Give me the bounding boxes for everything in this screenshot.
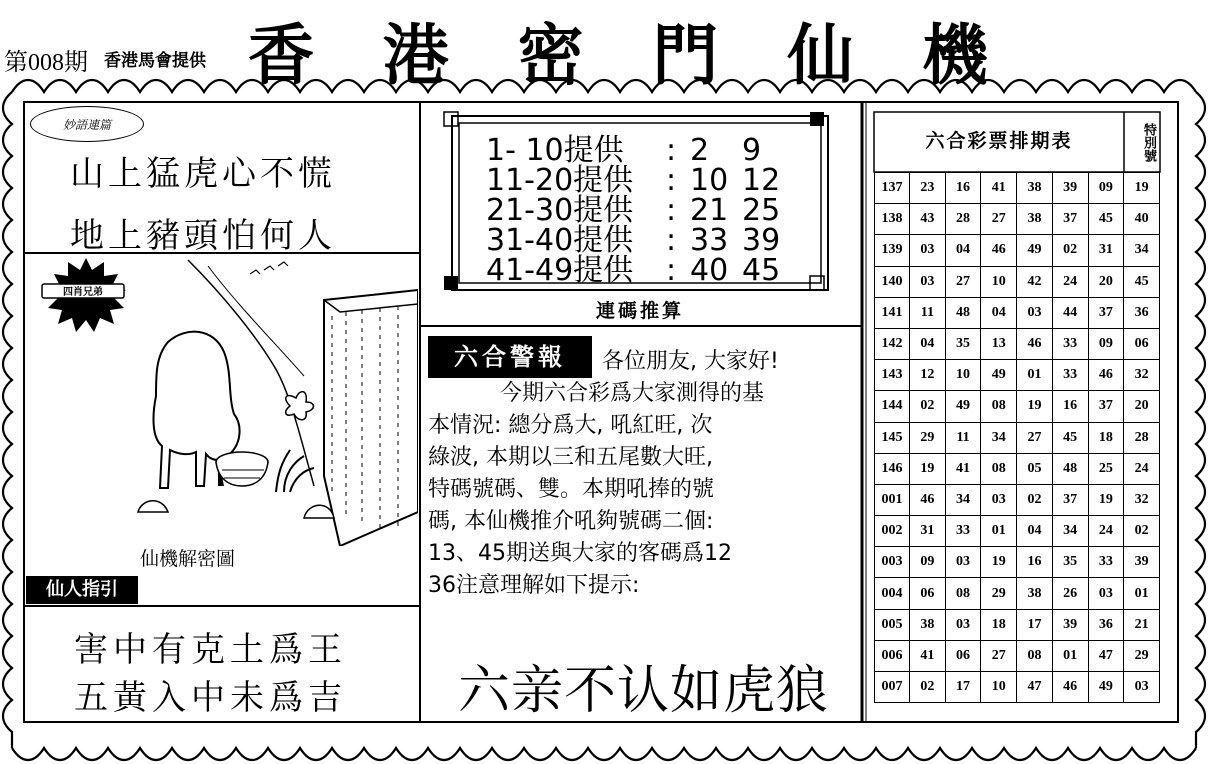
number-cell: 06 <box>945 640 981 671</box>
body-line: 今期六合彩爲大家測得的基 <box>500 381 765 406</box>
range-value-a: 33 <box>690 223 729 258</box>
table-row <box>875 578 1160 609</box>
range-value-b: 9 <box>742 133 762 168</box>
number-cell: 41 <box>910 640 946 671</box>
number-cell: 20 <box>1088 266 1124 297</box>
number-cell: 16 <box>1052 391 1088 422</box>
period-cell: 002 <box>875 516 910 547</box>
number-cell: 48 <box>945 297 981 328</box>
number-cell: 39 <box>1052 173 1088 204</box>
table-row <box>875 266 1160 297</box>
guide-line-2: 五黃入中未爲吉 <box>74 678 347 718</box>
number-cell: 03 <box>910 235 946 266</box>
number-cell: 37 <box>1052 484 1088 515</box>
number-cell: 32 <box>1124 484 1160 515</box>
number-cell: 09 <box>1088 328 1124 359</box>
number-cell: 33 <box>1052 360 1088 391</box>
number-cell: 26 <box>1052 578 1088 609</box>
number-cell: 21 <box>1124 609 1160 640</box>
number-cell: 02 <box>1017 484 1053 515</box>
number-cell: 46 <box>1088 360 1124 391</box>
number-cell: 41 <box>981 173 1017 204</box>
greeting: 各位朋友, 大家好! <box>602 349 779 374</box>
body-line: 碼, 本仙機推介吼夠號碼二個: <box>428 509 714 534</box>
number-cell: 02 <box>1052 235 1088 266</box>
number-cell: 02 <box>910 672 946 703</box>
table-row <box>875 204 1160 235</box>
number-cell: 49 <box>1017 235 1053 266</box>
number-cell: 27 <box>981 204 1017 235</box>
number-cell: 04 <box>910 328 946 359</box>
number-cell: 24 <box>1052 266 1088 297</box>
number-cell: 03 <box>945 547 981 578</box>
number-cell: 36 <box>1124 297 1160 328</box>
number-cell: 19 <box>1017 391 1053 422</box>
range-label: 41-49提供 <box>486 253 634 288</box>
table-row <box>875 453 1160 484</box>
number-cell: 04 <box>981 297 1017 328</box>
slogan: 六亲不认如虎狼 <box>458 661 830 721</box>
number-cell: 01 <box>1124 578 1160 609</box>
number-cell: 19 <box>1124 173 1160 204</box>
range-value-b: 45 <box>742 253 781 288</box>
number-cell: 46 <box>910 484 946 515</box>
number-cell: 29 <box>981 578 1017 609</box>
number-cell: 01 <box>1017 360 1053 391</box>
number-cell: 39 <box>1124 547 1160 578</box>
period-cell: 145 <box>875 422 910 453</box>
range-row: 21-30提供 : 21 25 <box>486 193 781 228</box>
number-cell: 03 <box>981 484 1017 515</box>
number-cell: 08 <box>945 578 981 609</box>
number-cell: 24 <box>1124 453 1160 484</box>
period-cell: 140 <box>875 266 910 297</box>
number-cell: 03 <box>1017 297 1053 328</box>
title-char: 港 <box>382 17 449 94</box>
number-cell: 10 <box>945 360 981 391</box>
number-cell: 16 <box>945 173 981 204</box>
number-cell: 04 <box>1017 516 1053 547</box>
range-value-a: 21 <box>690 193 729 228</box>
period-cell: 137 <box>875 173 910 204</box>
number-cell: 02 <box>910 391 946 422</box>
table-row <box>875 297 1160 328</box>
number-cell: 05 <box>1017 453 1053 484</box>
table-row <box>875 235 1160 266</box>
number-cell: 27 <box>945 266 981 297</box>
number-cell: 49 <box>1088 672 1124 703</box>
number-cell: 03 <box>910 266 946 297</box>
number-cell: 13 <box>981 328 1017 359</box>
range-value-a: 2 <box>690 133 710 168</box>
range-row: 41-49提供 : 40 45 <box>486 253 781 288</box>
table-row <box>875 640 1160 671</box>
range-row: 1- 10提供 : 2 9 <box>486 133 762 168</box>
number-cell: 20 <box>1124 391 1160 422</box>
range-label: 31-40提供 <box>486 223 634 258</box>
poem-line-2: 地上豬頭怕何人 <box>70 216 336 256</box>
number-cell: 31 <box>1088 235 1124 266</box>
number-cell: 06 <box>910 578 946 609</box>
number-cell: 02 <box>1124 516 1160 547</box>
period-cell: 146 <box>875 453 910 484</box>
number-cell: 47 <box>1017 672 1053 703</box>
table-row <box>875 173 1160 204</box>
number-cell: 39 <box>1052 609 1088 640</box>
range-list <box>486 133 781 288</box>
number-cell: 16 <box>1017 547 1053 578</box>
number-cell: 49 <box>945 391 981 422</box>
table-row <box>875 672 1160 703</box>
period-cell: 142 <box>875 328 910 359</box>
number-cell: 31 <box>910 516 946 547</box>
title-char: 門 <box>652 17 719 94</box>
table-row <box>875 328 1160 359</box>
illustration <box>28 256 418 546</box>
title-char: 仙 <box>787 17 854 94</box>
number-cell: 17 <box>945 672 981 703</box>
table-row <box>875 609 1160 640</box>
ranges-caption: 連碼推算 <box>596 300 685 322</box>
issue-number: 第008期 <box>4 50 88 76</box>
number-cell: 23 <box>910 173 946 204</box>
number-cell: 49 <box>981 360 1017 391</box>
guide-line-1: 害中有克土爲王 <box>74 630 347 670</box>
burst-label: 四肖兄弟 <box>63 287 103 298</box>
number-cell: 28 <box>945 204 981 235</box>
number-cell: 03 <box>1088 578 1124 609</box>
number-cell: 03 <box>1124 672 1160 703</box>
number-cell: 45 <box>1052 422 1088 453</box>
special-number-label: 特別號 <box>1141 122 1156 162</box>
number-cell: 36 <box>1088 609 1124 640</box>
period-cell: 003 <box>875 547 910 578</box>
number-cell: 27 <box>1017 422 1053 453</box>
number-cell: 11 <box>910 297 946 328</box>
range-row: 11-20提供 : 10 12 <box>486 163 781 198</box>
body-line: 本情況: 總分爲大, 吼紅旺, 次 <box>428 413 713 438</box>
number-cell: 10 <box>981 672 1017 703</box>
number-cell: 46 <box>1052 672 1088 703</box>
table-row <box>875 360 1160 391</box>
number-cell: 29 <box>1124 640 1160 671</box>
badge-oval: 妙語連篇 <box>30 106 144 142</box>
period-cell: 004 <box>875 578 910 609</box>
number-cell: 44 <box>1052 297 1088 328</box>
number-cell: 37 <box>1088 297 1124 328</box>
period-cell: 001 <box>875 484 910 515</box>
number-cell: 03 <box>945 609 981 640</box>
number-cell: 33 <box>1088 547 1124 578</box>
period-cell: 139 <box>875 235 910 266</box>
period-cell: 006 <box>875 640 910 671</box>
number-cell: 34 <box>1052 516 1088 547</box>
range-label: 21-30提供 <box>486 193 634 228</box>
body-line: 綠波, 本期以三和五尾數大旺, <box>428 445 713 470</box>
schedule-table <box>874 172 1160 703</box>
period-cell: 007 <box>875 672 910 703</box>
range-row: 31-40提供 : 33 39 <box>486 223 781 258</box>
number-cell: 01 <box>1052 640 1088 671</box>
number-cell: 09 <box>1088 173 1124 204</box>
period-cell: 143 <box>875 360 910 391</box>
number-cell: 48 <box>1052 453 1088 484</box>
number-cell: 38 <box>910 609 946 640</box>
title-char: 機 <box>921 17 988 94</box>
body-line: 36注意理解如下提示: <box>428 573 640 598</box>
number-cell: 47 <box>1088 640 1124 671</box>
table-row <box>875 391 1160 422</box>
number-cell: 01 <box>981 516 1017 547</box>
number-cell: 43 <box>910 204 946 235</box>
period-cell: 005 <box>875 609 910 640</box>
number-cell: 46 <box>981 235 1017 266</box>
period-cell: 138 <box>875 204 910 235</box>
range-value-a: 40 <box>690 253 729 288</box>
title-char: 密 <box>517 17 584 94</box>
range-label: 1- 10提供 <box>486 133 624 168</box>
number-cell: 38 <box>1017 204 1053 235</box>
number-cell: 19 <box>981 547 1017 578</box>
range-label: 11-20提供 <box>486 163 634 198</box>
body-line: 特碼號碼、雙。本期吼捧的號 <box>428 477 715 502</box>
number-cell: 08 <box>981 453 1017 484</box>
number-cell: 24 <box>1088 516 1124 547</box>
number-cell: 18 <box>981 609 1017 640</box>
number-cell: 33 <box>1052 328 1088 359</box>
number-cell: 46 <box>1017 328 1053 359</box>
number-cell: 12 <box>910 360 946 391</box>
number-cell: 17 <box>1017 609 1053 640</box>
range-value-a: 10 <box>690 163 729 198</box>
number-cell: 06 <box>1124 328 1160 359</box>
number-cell: 40 <box>1124 204 1160 235</box>
illustration-caption: 仙機解密圖 <box>140 548 236 570</box>
table-row <box>875 516 1160 547</box>
masthead-title <box>248 2 988 94</box>
number-cell: 34 <box>1124 235 1160 266</box>
title-char: 香 <box>248 17 314 94</box>
number-cell: 37 <box>1088 391 1124 422</box>
number-cell: 38 <box>1017 578 1053 609</box>
number-cell: 11 <box>945 422 981 453</box>
number-cell: 10 <box>981 266 1017 297</box>
table-row <box>875 422 1160 453</box>
number-cell: 19 <box>910 453 946 484</box>
number-cell: 28 <box>1124 422 1160 453</box>
number-cell: 04 <box>945 235 981 266</box>
table-row <box>875 484 1160 515</box>
range-value-b: 25 <box>742 193 781 228</box>
number-cell: 34 <box>945 484 981 515</box>
guide-label: 仙人指引 <box>26 576 138 604</box>
number-cell: 38 <box>1017 173 1053 204</box>
period-cell: 141 <box>875 297 910 328</box>
number-cell: 09 <box>910 547 946 578</box>
alert-body <box>428 378 858 602</box>
number-cell: 25 <box>1088 453 1124 484</box>
body-line: 13、45期送與大家的客碼爲12 <box>428 541 732 566</box>
provider-label: 香港馬會提供 <box>104 51 206 71</box>
number-cell: 41 <box>945 453 981 484</box>
number-cell: 45 <box>1088 204 1124 235</box>
number-cell: 32 <box>1124 360 1160 391</box>
number-cell: 19 <box>1088 484 1124 515</box>
number-cell: 29 <box>910 422 946 453</box>
number-cell: 33 <box>945 516 981 547</box>
number-cell: 08 <box>1017 640 1053 671</box>
alert-label: 六合警報 <box>428 336 592 378</box>
number-cell: 35 <box>1052 547 1088 578</box>
number-cell: 45 <box>1124 266 1160 297</box>
table-row <box>875 547 1160 578</box>
period-cell: 144 <box>875 391 910 422</box>
number-cell: 27 <box>981 640 1017 671</box>
number-cell: 37 <box>1052 204 1088 235</box>
number-cell: 34 <box>981 422 1017 453</box>
range-value-b: 12 <box>742 163 781 198</box>
number-cell: 35 <box>945 328 981 359</box>
number-cell: 08 <box>981 391 1017 422</box>
schedule-title: 六合彩票排期表 <box>925 130 1073 152</box>
range-value-b: 39 <box>742 223 781 258</box>
poem-line-1: 山上猛虎心不慌 <box>70 154 336 194</box>
number-cell: 42 <box>1017 266 1053 297</box>
number-cell: 18 <box>1088 422 1124 453</box>
